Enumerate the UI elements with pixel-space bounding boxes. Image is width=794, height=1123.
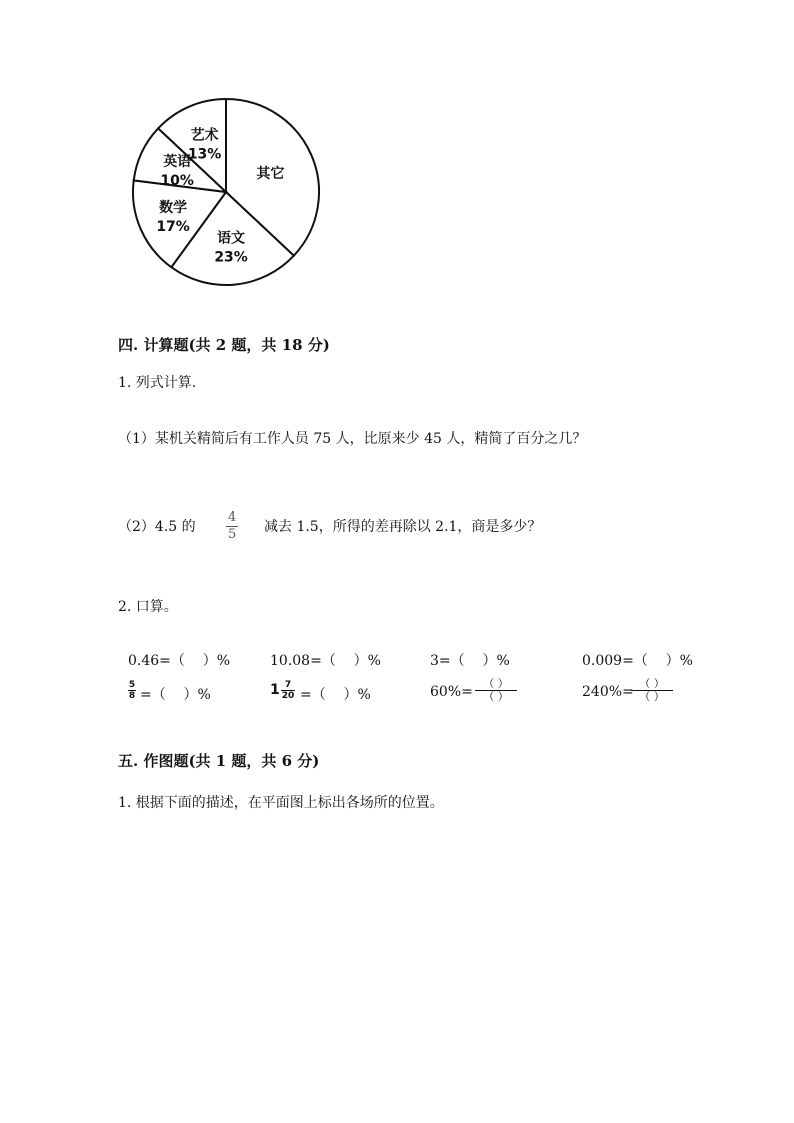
question-2-title: 2. 口算。 (118, 599, 178, 615)
pie-label-4: 艺术 (190, 127, 219, 144)
pie-label-1: 语文 (217, 230, 246, 247)
pie-label-3: 英语 (163, 154, 192, 171)
fraction-numerator: 4 (228, 510, 237, 525)
blank-numerator: （ ） (475, 678, 517, 691)
question-1-part-1: （1）某机关精简后有工作人员 75 人，比原来少 45 人，精简了百分之几？ (118, 431, 587, 447)
blank-denominator: （ ） (639, 690, 665, 703)
fraction-four-fifths (226, 510, 238, 543)
fraction-numerator: 5 (128, 680, 136, 690)
fraction-denominator: 20 (281, 691, 295, 701)
fraction-five-eighths (128, 680, 136, 701)
oral-item-3: 3=（ ）% (430, 653, 510, 669)
oral-item-5-rest: =（ ）% (140, 687, 211, 703)
section-5-question-1: 1. 根据下面的描述，在平面图上标出各场所的位置。 (118, 795, 444, 811)
pie-percent-2: 17% (156, 218, 190, 235)
oral-item-8-prefix: 240%= (582, 684, 634, 700)
blank-fraction-1 (475, 678, 517, 703)
fraction-seven-twentieths (281, 680, 295, 701)
pie-label-2: 数学 (159, 199, 188, 216)
fraction-denominator: 5 (228, 527, 237, 542)
pie-percent-4: 13% (187, 146, 222, 163)
oral-item-7-prefix: 60%= (430, 684, 473, 700)
oral-item-2: 10.08=（ ）% (270, 653, 381, 669)
section-5-title: 五. 作图题(共 1 题，共 6 分) (118, 752, 320, 770)
question-1-title: 1. 列式计算. (118, 375, 197, 391)
oral-item-6-rest: =（ ）% (300, 687, 371, 703)
question-1-part-2-prefix: （2）4.5 的 (118, 519, 196, 535)
section-4-title: 四. 计算题(共 2 题，共 18 分) (118, 336, 330, 354)
mixed-number-whole: 1 (270, 682, 280, 698)
fraction-numerator: 7 (281, 680, 295, 691)
blank-numerator: （ ） (631, 678, 673, 691)
blank-denominator: （ ） (483, 690, 509, 703)
oral-item-1: 0.46=（ ）% (128, 653, 231, 669)
pie-percent-3: 10% (160, 173, 194, 190)
oral-item-4: 0.009=（ ）% (582, 653, 693, 669)
pie-label-0: 其它 (256, 165, 285, 182)
fraction-denominator: 8 (128, 691, 136, 701)
pie-percent-1: 23% (214, 249, 248, 266)
pie-chart (120, 92, 330, 292)
question-1-part-2-suffix: 减去 1.5，所得的差再除以 2.1，商是多少？ (264, 519, 542, 535)
blank-fraction-2 (631, 678, 673, 703)
